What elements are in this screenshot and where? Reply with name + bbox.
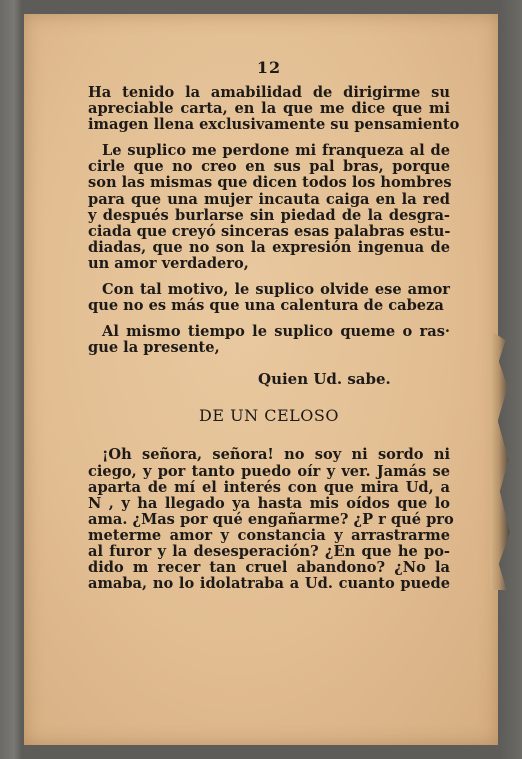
text-line: Le suplico me perdone mi franqueza al de [102, 142, 450, 160]
page-text [88, 58, 460, 593]
signature: Quien Ud. sabe. [258, 370, 391, 389]
torn-page-edge [490, 330, 512, 590]
text-line: amaba, no lo idolatraba a Ud. cuanto puede [88, 575, 450, 593]
text-line: ¡Oh señora, señora! no soy ni sordo ni [102, 446, 450, 464]
text-line: que no es más que una calentura de cabeza [88, 297, 444, 315]
text-line: imagen llena exclusivamente su pensamiento [88, 116, 460, 134]
paragraph-1 [88, 84, 460, 134]
text-line: Al mismo tiempo le suplico queme o ras· [102, 323, 450, 341]
text-line: ciego, y por tanto puedo oír y ver. Jamás se [88, 462, 450, 480]
text-line: apreciable carta, en la que me dice que mi [88, 100, 450, 118]
text-line: dido m recer tan cruel abandono? ¿No la [88, 559, 450, 577]
text-line: gue la presente, [88, 339, 220, 357]
paragraph-5 [88, 446, 454, 593]
text-line: meterme amor y constancia y arrastrarme [88, 526, 450, 544]
text-line: Con tal motivo, le suplico olvide ese amor [102, 281, 450, 299]
text-line: ama. ¿Mas por qué engañarme? ¿P r qué pro [88, 510, 454, 528]
text-line: un amor verdadero, [88, 254, 249, 272]
text-line: ciada que creyó sinceras esas palabras estu- [88, 222, 451, 240]
text-line: son las mismas que dicen todos los hombres [88, 174, 452, 192]
paragraph-4 [88, 324, 450, 356]
text-line: diadas, que no son la expresión ingenua de [88, 238, 450, 256]
paragraph-3 [88, 282, 450, 314]
text-line: aparta de mí el interés con que mira Ud, a [88, 478, 450, 496]
text-line: cirle que no creo en sus pal bras, porque [88, 158, 450, 176]
section-title: DE UN CELOSO [199, 406, 339, 426]
paragraph-2 [88, 143, 450, 272]
text-line: N , y ha llegado ya hasta mis oídos que lo [88, 494, 450, 512]
text-line: al furor y la desesperación? ¿En que he po- [88, 542, 450, 560]
text-line: Ha tenido la amabilidad de dirigirme su [88, 84, 450, 101]
text-line: y después burlarse sin piedad de la desgra- [88, 206, 450, 224]
text-line: para que una mujer incauta caiga en la red [88, 190, 450, 208]
page-number: 12 [256, 58, 282, 77]
